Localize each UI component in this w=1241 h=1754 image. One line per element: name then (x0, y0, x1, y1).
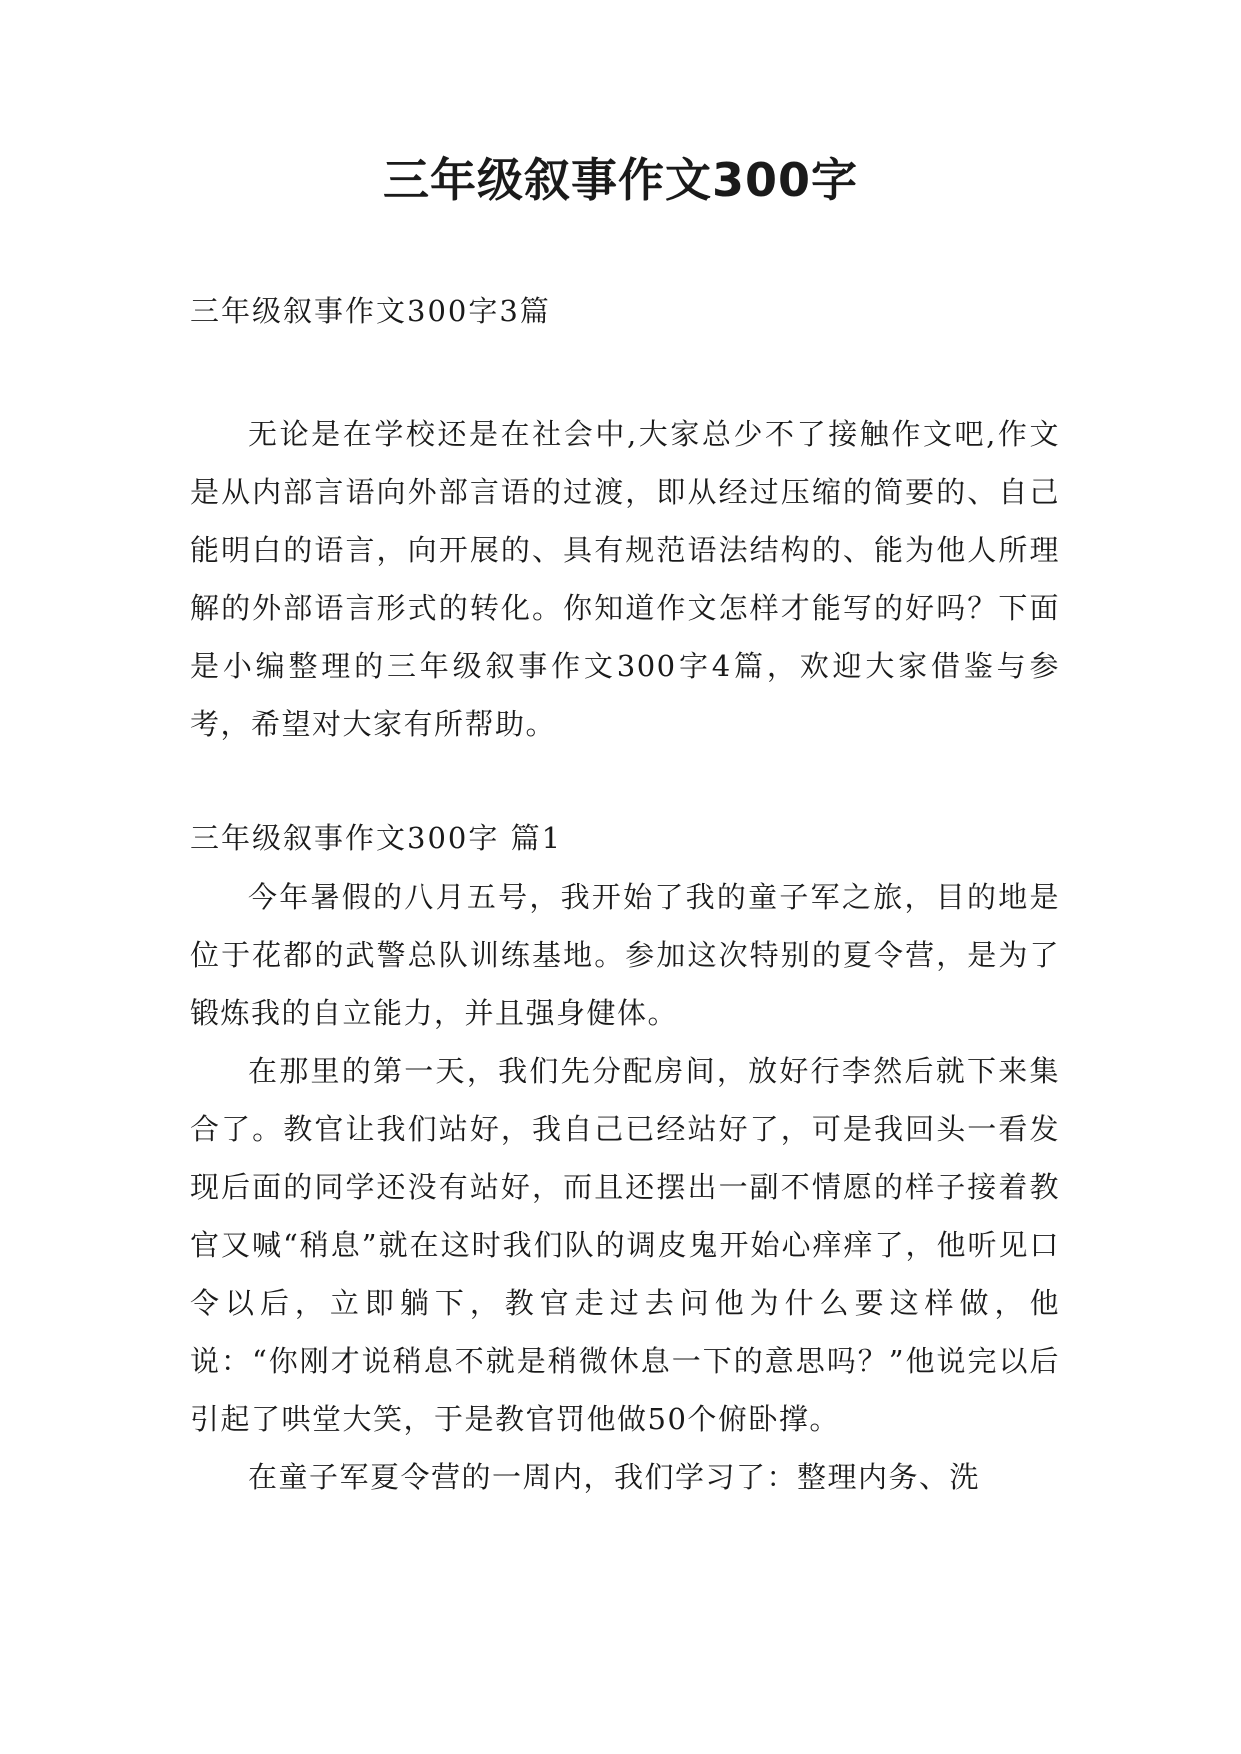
essay-paragraph: 今年暑假的八月五号，我开始了我的童子军之旅，目的地是位于花都的武警总队训练基地。参加这次特别的夏令营，是为了锻炼我的自立能力，并且强身健体。 (190, 880, 1060, 1030)
document-title: 三年级叙事作文300字 (382, 153, 859, 207)
document-subtitle: 三年级叙事作文300字3篇 (190, 294, 551, 328)
essay-paragraph: 在童子军夏令营的一周内，我们学习了：整理内务、洗 (248, 1460, 981, 1494)
intro-section (190, 405, 1060, 753)
essay-paragraph: 在那里的第一天，我们先分配房间，放好行李然后就下来集合了。教官让我们站好，我自己已经站好了，可是我回头一看发现后面的同学还没有站好，而且还摆出一副不情愿的样子接着教官又喊“稍息”就在这时我们队的调皮鬼开始心痒痒了，他听见口令以后，立即躺下，教官走过去问他为什么要这样做，他说：“你刚才说稍息不就是稍微休息一下的意思吗？”他说完以后引起了哄堂大笑，于是教官罚他做50个俯卧撑。 (190, 1054, 1060, 1436)
essay-heading: 三年级叙事作文300字 篇1 (190, 821, 563, 855)
essay-body (190, 868, 1060, 1506)
intro-paragraph: 无论是在学校还是在社会中,大家总少不了接触作文吧,作文是从内部言语向外部言语的过渡，即从经过压缩的简要的、自己能明白的语言，向开展的、具有规范语法结构的、能为他人所理解的外部语言形式的转化。你知道作文怎样才能写的好吗？下面是小编整理的三年级叙事作文300字4篇，欢迎大家借鉴与参考，希望对大家有所帮助。 (190, 417, 1060, 741)
